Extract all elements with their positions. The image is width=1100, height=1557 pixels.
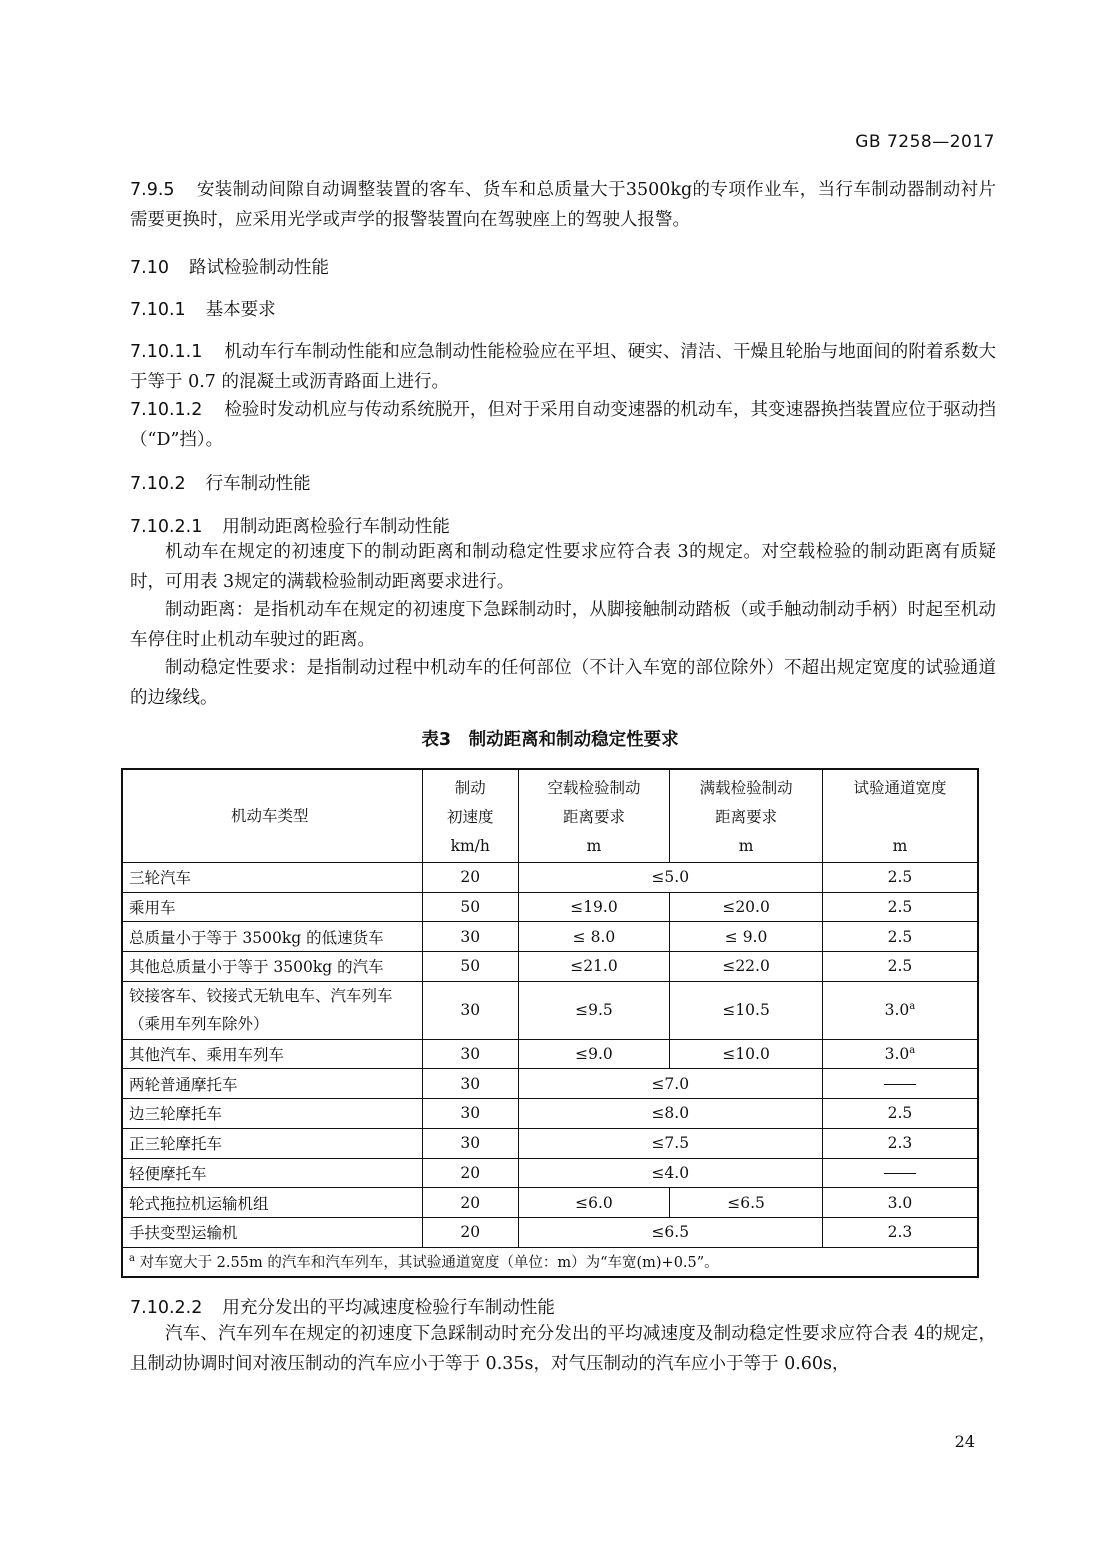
cell-full-distance: ≤20.0 xyxy=(670,892,823,922)
clause-text: 安装制动间隙自动调整装置的客车、货车和总质量大于3500kg的专项作业车，当行车制动器制动衬片需要更换时，应采用光学或声学的报警装置向在驾驶座上的驾驶人报警。 xyxy=(130,180,996,230)
clause-number: 7.9.5 xyxy=(130,180,175,200)
section-7-10-2-2 xyxy=(130,1294,555,1319)
cell-width: 2.5 xyxy=(822,1099,978,1129)
paragraph-braking-distance-definition: 制动距离：是指机动车在规定的初速度下急踩制动时，从脚接触制动踏板（或手触动制动手柄）时起至机动车停住时止机动车驶过的距离。 xyxy=(130,600,996,650)
header-vehicle-type: 机动车类型 xyxy=(122,769,422,863)
cell-vehicle-type: 两轮普通摩托车 xyxy=(122,1069,422,1099)
cell-width: 2.5 xyxy=(822,863,978,893)
dash-mark xyxy=(884,1173,916,1174)
clause-text: 机动车行车制动性能和应急制动性能检验应在平坦、硬实、清洁、干燥且轮胎与地面间的附着系数大于等于 0.7 的混凝土或沥青路面上进行。 xyxy=(130,342,996,392)
cell-distance-merged: ≤8.0 xyxy=(518,1099,822,1129)
clause-text: 检验时发动机应与传动系统脱开，但对于采用自动变速器的机动车，其变速器换挡装置应位于驱动挡（“D”挡）。 xyxy=(130,400,996,450)
cell-distance-merged: ≤7.0 xyxy=(518,1069,822,1099)
table-header-row xyxy=(122,769,978,863)
header-lane-width xyxy=(822,769,978,863)
header-spacer xyxy=(829,803,971,832)
cell-full-distance: ≤6.5 xyxy=(670,1188,823,1218)
paragraph-table-reference: 机动车在规定的初速度下的制动距离和制动稳定性要求应符合表 3的规定。对空载检验的制动距离有质疑时，可用表 3规定的满载检验制动距离要求进行。 xyxy=(130,542,996,592)
vehicle-type-line: 铰接客车、铰接式无轨电车、汽车列车 xyxy=(129,987,393,1006)
cell-speed: 50 xyxy=(422,892,518,922)
cell-speed: 30 xyxy=(422,922,518,952)
header-full-distance xyxy=(670,769,823,863)
header-line: 距离要求 xyxy=(715,808,778,826)
clause-7-10-1-1 xyxy=(130,338,996,397)
cell-vehicle-type: 总质量小于等于 3500kg 的低速货车 xyxy=(122,922,422,952)
header-line: 初速度 xyxy=(446,808,494,826)
cell-width-not-applicable xyxy=(822,1158,978,1188)
cell-width xyxy=(822,1039,978,1069)
cell-width-not-applicable xyxy=(822,1069,978,1099)
table-row xyxy=(122,1069,978,1099)
section-number: 7.10 xyxy=(130,258,169,278)
section-number: 7.10.1 xyxy=(130,300,186,320)
cell-width: 2.3 xyxy=(822,1128,978,1158)
cell-speed: 30 xyxy=(422,1128,518,1158)
section-title: 用制动距离检验行车制动性能 xyxy=(222,517,450,537)
header-unit: m xyxy=(738,837,754,855)
cell-full-distance: ≤10.0 xyxy=(670,1039,823,1069)
cell-full-distance: ≤10.5 xyxy=(670,981,823,1039)
table-row xyxy=(122,922,978,952)
cell-speed: 20 xyxy=(422,863,518,893)
section-7-10-2 xyxy=(130,470,311,495)
header-unit: km/h xyxy=(450,837,490,855)
cell-speed: 20 xyxy=(422,1158,518,1188)
footnote-marker: a xyxy=(909,1001,916,1013)
cell-speed: 30 xyxy=(422,1039,518,1069)
header-initial-speed xyxy=(422,769,518,863)
cell-distance-merged: ≤5.0 xyxy=(518,863,822,893)
cell-speed: 20 xyxy=(422,1217,518,1247)
section-title: 基本要求 xyxy=(205,300,276,320)
clause-number: 7.10.1.2 xyxy=(130,400,203,420)
header-empty-distance xyxy=(518,769,670,863)
header-unit: m xyxy=(892,837,908,855)
header-line: 试验通道宽度 xyxy=(853,779,947,797)
cell-vehicle-type: 轻便摩托车 xyxy=(122,1158,422,1188)
vehicle-type-line: （乘用车列车除外） xyxy=(129,1015,269,1034)
cell-vehicle-type: 手扶变型运输机 xyxy=(122,1217,422,1247)
table-caption: 表3 制动距离和制动稳定性要求 xyxy=(421,730,679,750)
width-value: 3.0 xyxy=(884,1001,910,1020)
table-row xyxy=(122,1039,978,1069)
cell-width: 2.3 xyxy=(822,1217,978,1247)
cell-distance-merged: ≤6.5 xyxy=(518,1217,822,1247)
paragraph-stability-definition: 制动稳定性要求：是指制动过程中机动车的任何部位（不计入车宽的部位除外）不超出规定宽度的试验通道的边缘线。 xyxy=(130,658,996,708)
cell-width: 3.0 xyxy=(822,1188,978,1218)
cell-vehicle-type: 边三轮摩托车 xyxy=(122,1099,422,1129)
cell-full-distance: ≤22.0 xyxy=(670,952,823,982)
cell-speed: 50 xyxy=(422,952,518,982)
cell-vehicle-type: 正三轮摩托车 xyxy=(122,1128,422,1158)
header-line: 空载检验制动 xyxy=(547,779,641,797)
braking-requirements-table xyxy=(121,768,979,1278)
width-value: 3.0 xyxy=(884,1045,910,1064)
cell-empty-distance: ≤6.0 xyxy=(518,1188,670,1218)
footnote-marker: a xyxy=(129,1253,135,1265)
standard-code: GB 7258—2017 xyxy=(855,132,995,152)
section-title: 行车制动性能 xyxy=(205,474,311,494)
cell-distance-merged: ≤7.5 xyxy=(518,1128,822,1158)
cell-empty-distance: ≤19.0 xyxy=(518,892,670,922)
cell-empty-distance: ≤21.0 xyxy=(518,952,670,982)
cell-width: 2.5 xyxy=(822,892,978,922)
table-row xyxy=(122,1158,978,1188)
section-7-10-2-1 xyxy=(130,513,450,538)
dash-mark xyxy=(884,1084,916,1085)
clause-7-10-1-2 xyxy=(130,396,996,455)
header-line: 距离要求 xyxy=(562,808,625,826)
paragraph-mean-deceleration: 汽车、汽车列车在规定的初速度下急踩制动时充分发出的平均减速度及制动稳定性要求应符合表 4的规定，且制动协调时间对液压制动的汽车应小于等于 0.35s，对气压制动的汽车应小于等于 0.60s， xyxy=(130,1324,996,1374)
cell-empty-distance: ≤ 8.0 xyxy=(518,922,670,952)
clause-7-9-5 xyxy=(130,176,996,235)
section-7-10-1 xyxy=(130,296,276,321)
cell-speed: 30 xyxy=(422,1069,518,1099)
table-row xyxy=(122,981,978,1039)
section-number: 7.10.2.2 xyxy=(130,1298,203,1318)
header-unit: m xyxy=(586,837,602,855)
footnote-marker: a xyxy=(909,1045,916,1057)
cell-vehicle-type: 轮式拖拉机运输机组 xyxy=(122,1188,422,1218)
cell-vehicle-type: 其他总质量小于等于 3500kg 的汽车 xyxy=(122,952,422,982)
section-7-10 xyxy=(130,254,329,279)
table-row xyxy=(122,1217,978,1247)
section-number: 7.10.2 xyxy=(130,474,186,494)
table-footnote xyxy=(122,1247,978,1277)
footnote-text: 对车宽大于 2.55m 的汽车和汽车列车，其试验通道宽度（单位：m）为“车宽(m)+0.5”。 xyxy=(139,1255,719,1272)
section-number: 7.10.2.1 xyxy=(130,517,203,537)
table-row xyxy=(122,892,978,922)
table-row xyxy=(122,1099,978,1129)
page-number: 24 xyxy=(954,1432,975,1451)
cell-vehicle-type xyxy=(122,981,422,1039)
cell-width: 2.5 xyxy=(822,922,978,952)
cell-vehicle-type: 其他汽车、乘用车列车 xyxy=(122,1039,422,1069)
section-title: 路试检验制动性能 xyxy=(188,258,329,278)
cell-full-distance: ≤ 9.0 xyxy=(670,922,823,952)
header-line: 制动 xyxy=(454,779,486,797)
cell-distance-merged: ≤4.0 xyxy=(518,1158,822,1188)
cell-width: 2.5 xyxy=(822,952,978,982)
clause-number: 7.10.1.1 xyxy=(130,342,203,362)
table-row xyxy=(122,1128,978,1158)
cell-speed: 20 xyxy=(422,1188,518,1218)
header-line: 满载检验制动 xyxy=(699,779,793,797)
cell-vehicle-type: 乘用车 xyxy=(122,892,422,922)
table-footnote-row xyxy=(122,1247,978,1277)
cell-speed: 30 xyxy=(422,1099,518,1129)
table-row xyxy=(122,1188,978,1218)
cell-speed: 30 xyxy=(422,981,518,1039)
table-row xyxy=(122,863,978,893)
table-row xyxy=(122,952,978,982)
cell-empty-distance: ≤9.5 xyxy=(518,981,670,1039)
cell-empty-distance: ≤9.0 xyxy=(518,1039,670,1069)
section-title: 用充分发出的平均减速度检验行车制动性能 xyxy=(222,1298,555,1318)
cell-width xyxy=(822,981,978,1039)
cell-vehicle-type: 三轮汽车 xyxy=(122,863,422,893)
